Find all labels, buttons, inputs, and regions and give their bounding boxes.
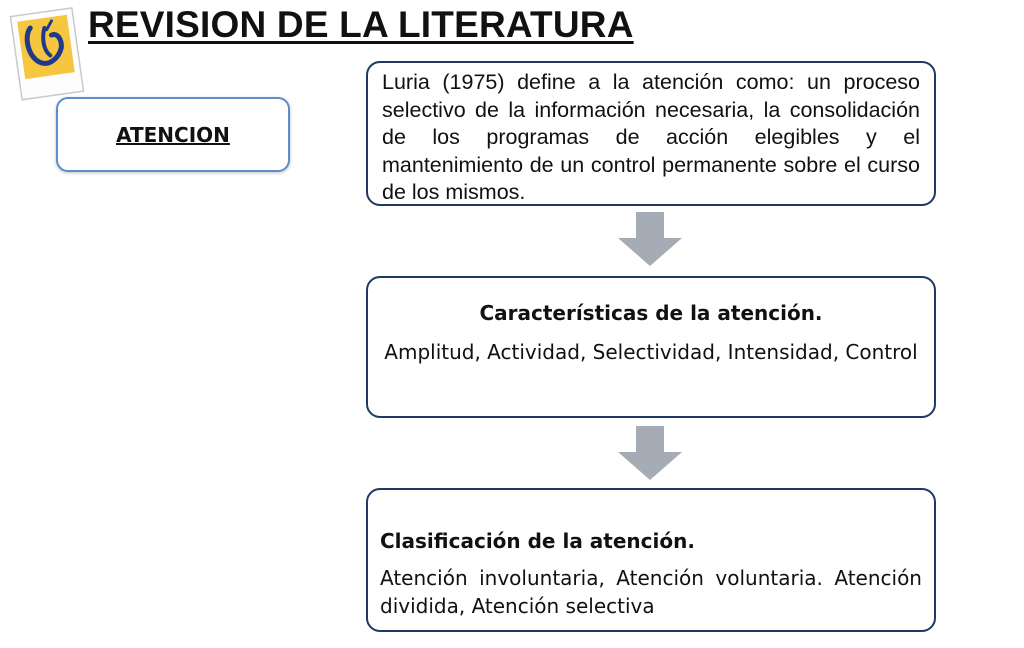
university-logo-icon	[4, 4, 88, 104]
page-title: REVISION DE LA LITERATURA	[88, 4, 634, 45]
down-arrow-icon	[618, 426, 682, 480]
topic-box	[56, 97, 290, 172]
definition-box	[366, 61, 936, 206]
classification-box	[366, 488, 936, 632]
characteristics-box	[366, 276, 936, 418]
topic-label: ATENCION	[116, 122, 230, 147]
characteristics-title: Características de la atención.	[479, 301, 823, 325]
down-arrow-icon	[618, 212, 682, 266]
definition-text: Luria (1975) define a la atención como: un proceso selectivo de la información necesaria, la consolidación de los programas de acción elegibles y el mantenimiento de un control permanente sobre el curso de los mismos.	[382, 70, 920, 204]
classification-title: Clasificación de la atención.	[380, 529, 695, 553]
characteristics-body: Amplitud, Actividad, Selectividad, Intensidad, Control	[384, 340, 918, 364]
classification-body: Atención involuntaria, Atención voluntaria. Atención dividida, Atención selectiva	[380, 566, 922, 618]
